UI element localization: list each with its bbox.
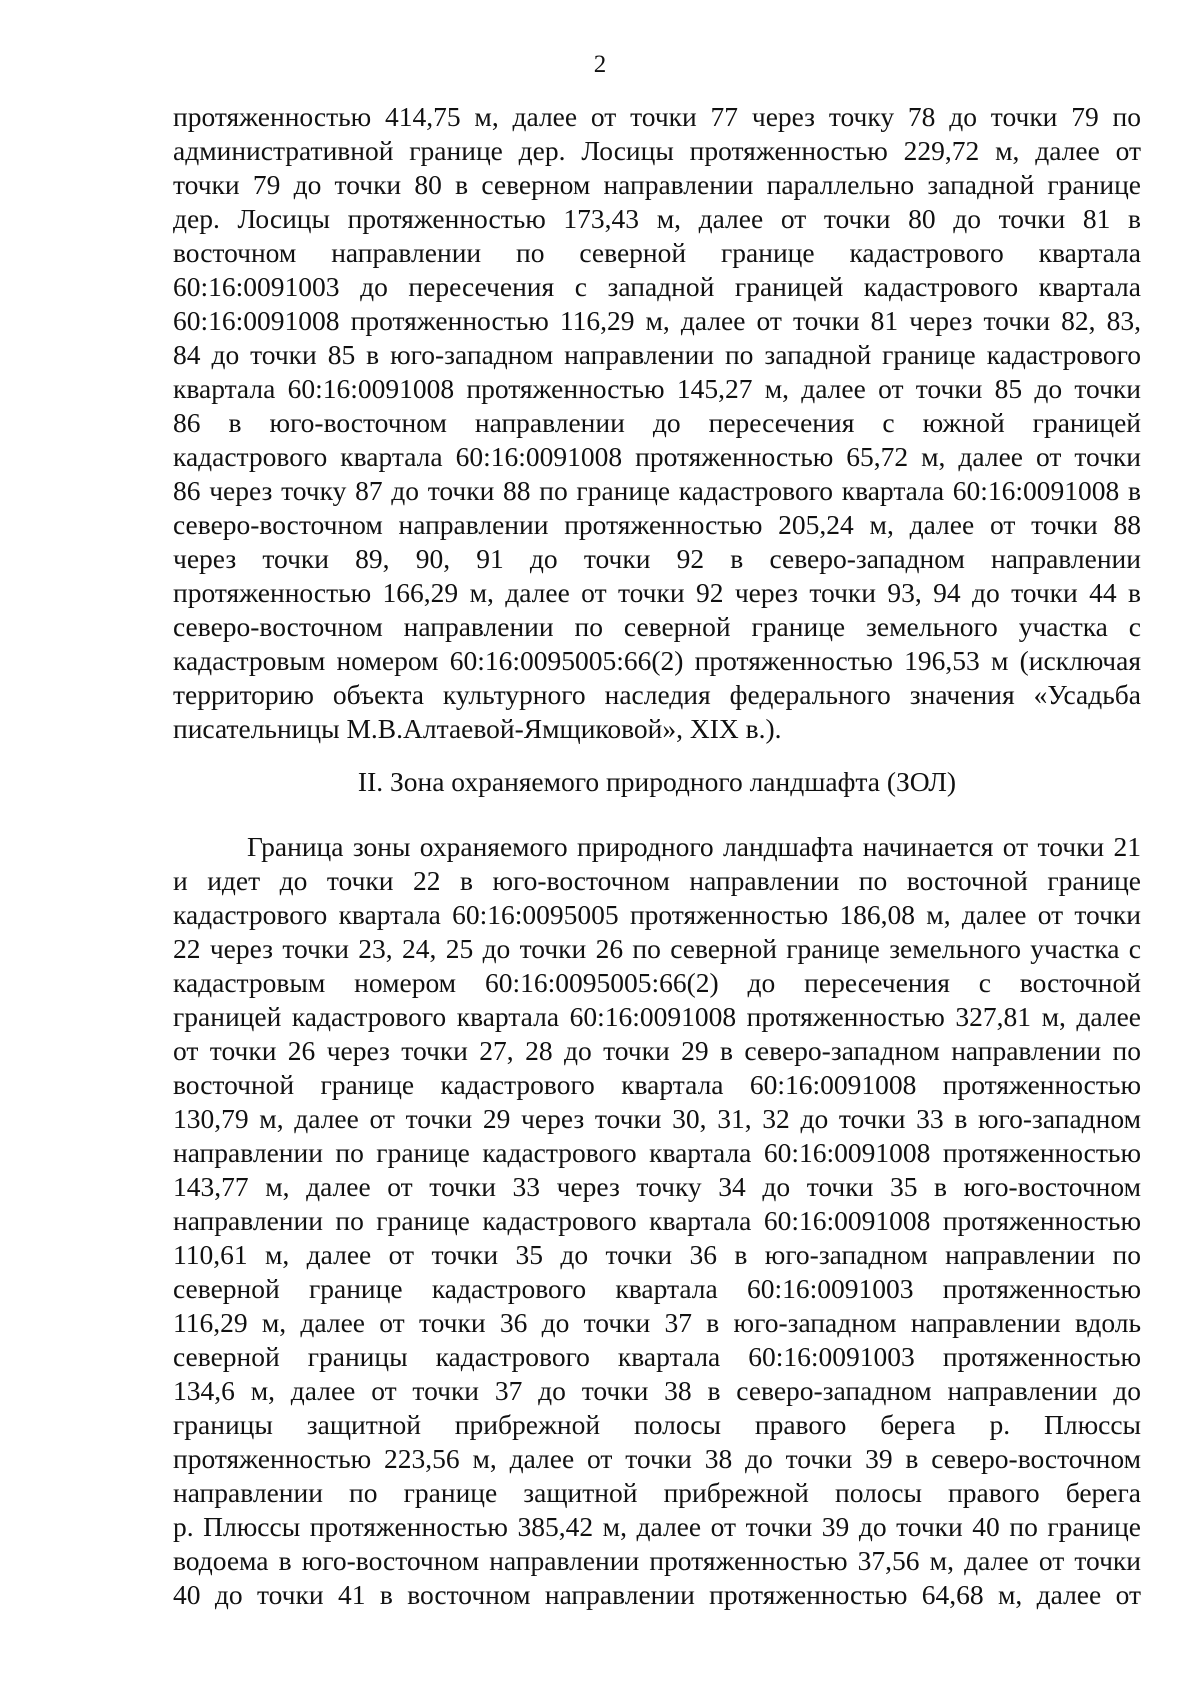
text-line: Граница зоны охраняемого природного ландшафта начинается от точки 21 [247,831,1141,862]
paragraph-zone-boundary-continuation [173,100,1141,746]
paragraph-zol-boundary [173,830,1141,1612]
text-line: квартала 60:16:0091008 протяженностью 145,27 м, далее от точки 85 до точки [173,373,1141,404]
text-line: р. Плюссы протяженностью 385,42 м, далее от точки 39 до точки 40 по границе [173,1511,1141,1542]
text-line: протяженностью 223,56 м, далее от точки 38 до точки 39 в северо-восточном [173,1443,1141,1474]
text-line: северо-восточном направлении протяженностью 205,24 м, далее от точки 88 [173,509,1141,540]
text-line: протяженностью 414,75 м, далее от точки 77 через точку 78 до точки 79 по [173,101,1141,132]
text-line: границы защитной прибрежной полосы правого берега р. Плюссы [173,1409,1141,1440]
text-line: направлении по границе кадастрового квартала 60:16:0091008 протяженностью [173,1137,1141,1168]
text-line: 86 в юго-восточном направлении до пересечения с южной границей [173,407,1141,438]
text-line: и идет до точки 22 в юго-восточном направлении по восточной границе [173,865,1141,896]
text-line: от точки 26 через точки 27, 28 до точки 29 в северо-западном направлении по [173,1035,1141,1066]
text-line: 40 до точки 41 в восточном направлении протяженностью 64,68 м, далее от [173,1579,1141,1610]
text-line: восточной границе кадастрового квартала 60:16:0091008 протяженностью [173,1069,1141,1100]
text-line: территорию объекта культурного наследия федерального значения «Усадьба [173,679,1141,710]
text-line: 22 через точки 23, 24, 25 до точки 26 по северной границе земельного участка с [173,933,1141,964]
text-line: 60:16:0091008 протяженностью 116,29 м, далее от точки 81 через точки 82, 83, [173,305,1141,336]
text-line: 60:16:0091003 до пересечения с западной границей кадастрового квартала [173,271,1141,302]
text-line: кадастрового квартала 60:16:0091008 протяженностью 65,72 м, далее от точки [173,441,1141,472]
text-line: писательницы М.В.Алтаевой-Ямщиковой», XIX в.). [173,713,782,744]
text-line: административной границе дер. Лосицы протяженностью 229,72 м, далее от [173,135,1141,166]
text-line: северной границе кадастрового квартала 60:16:0091003 протяженностью [173,1273,1141,1304]
text-line: направлении по границе кадастрового квартала 60:16:0091008 протяженностью [173,1205,1141,1236]
text-line: 110,61 м, далее от точки 35 до точки 36 в юго-западном направлении по [173,1239,1141,1270]
text-line: 143,77 м, далее от точки 33 через точку 34 до точки 35 в юго-восточном [173,1171,1141,1202]
text-line: границей кадастрового квартала 60:16:0091008 протяженностью 327,81 м, далее [173,1001,1141,1032]
text-line: кадастрового квартала 60:16:0095005 протяженностью 186,08 м, далее от точки [173,899,1141,930]
text-line: направлении по границе защитной прибрежной полосы правого берега [173,1477,1141,1508]
text-line: кадастровым номером 60:16:0095005:66(2) до пересечения с восточной [173,967,1141,998]
text-line: протяженностью 166,29 м, далее от точки 92 через точки 93, 94 до точки 44 в [173,577,1141,608]
text-line: дер. Лосицы протяженностью 173,43 м, далее от точки 80 до точки 81 в [173,203,1141,234]
text-line: восточном направлении по северной границе кадастрового квартала [173,237,1141,268]
text-line: через точки 89, 90, 91 до точки 92 в северо-западном направлении [173,543,1141,574]
text-line: северной границы кадастрового квартала 60:16:0091003 протяженностью [173,1341,1141,1372]
text-line: водоема в юго-восточном направлении протяженностью 37,56 м, далее от точки [173,1545,1141,1576]
section-heading: II. Зона охраняемого природного ландшафта (ЗОЛ) [357,766,957,797]
text-line: кадастровым номером 60:16:0095005:66(2) протяженностью 196,53 м (исключая [173,645,1141,676]
text-line: 130,79 м, далее от точки 29 через точки 30, 31, 32 до точки 33 в юго-западном [173,1103,1141,1134]
text-line: 134,6 м, далее от точки 37 до точки 38 в северо-западном направлении до [173,1375,1141,1406]
text-line: 84 до точки 85 в юго-западном направлении по западной границе кадастрового [173,339,1141,370]
text-line: 86 через точку 87 до точки 88 по границе кадастрового квартала 60:16:0091008 в [173,475,1141,506]
text-line: 116,29 м, далее от точки 36 до точки 37 в юго-западном направлении вдоль [173,1307,1141,1338]
text-line: точки 79 до точки 80 в северном направлении параллельно западной границе [173,169,1141,200]
page-number: 2 [593,51,607,78]
text-line: северо-восточном направлении по северной границе земельного участка с [173,611,1141,642]
